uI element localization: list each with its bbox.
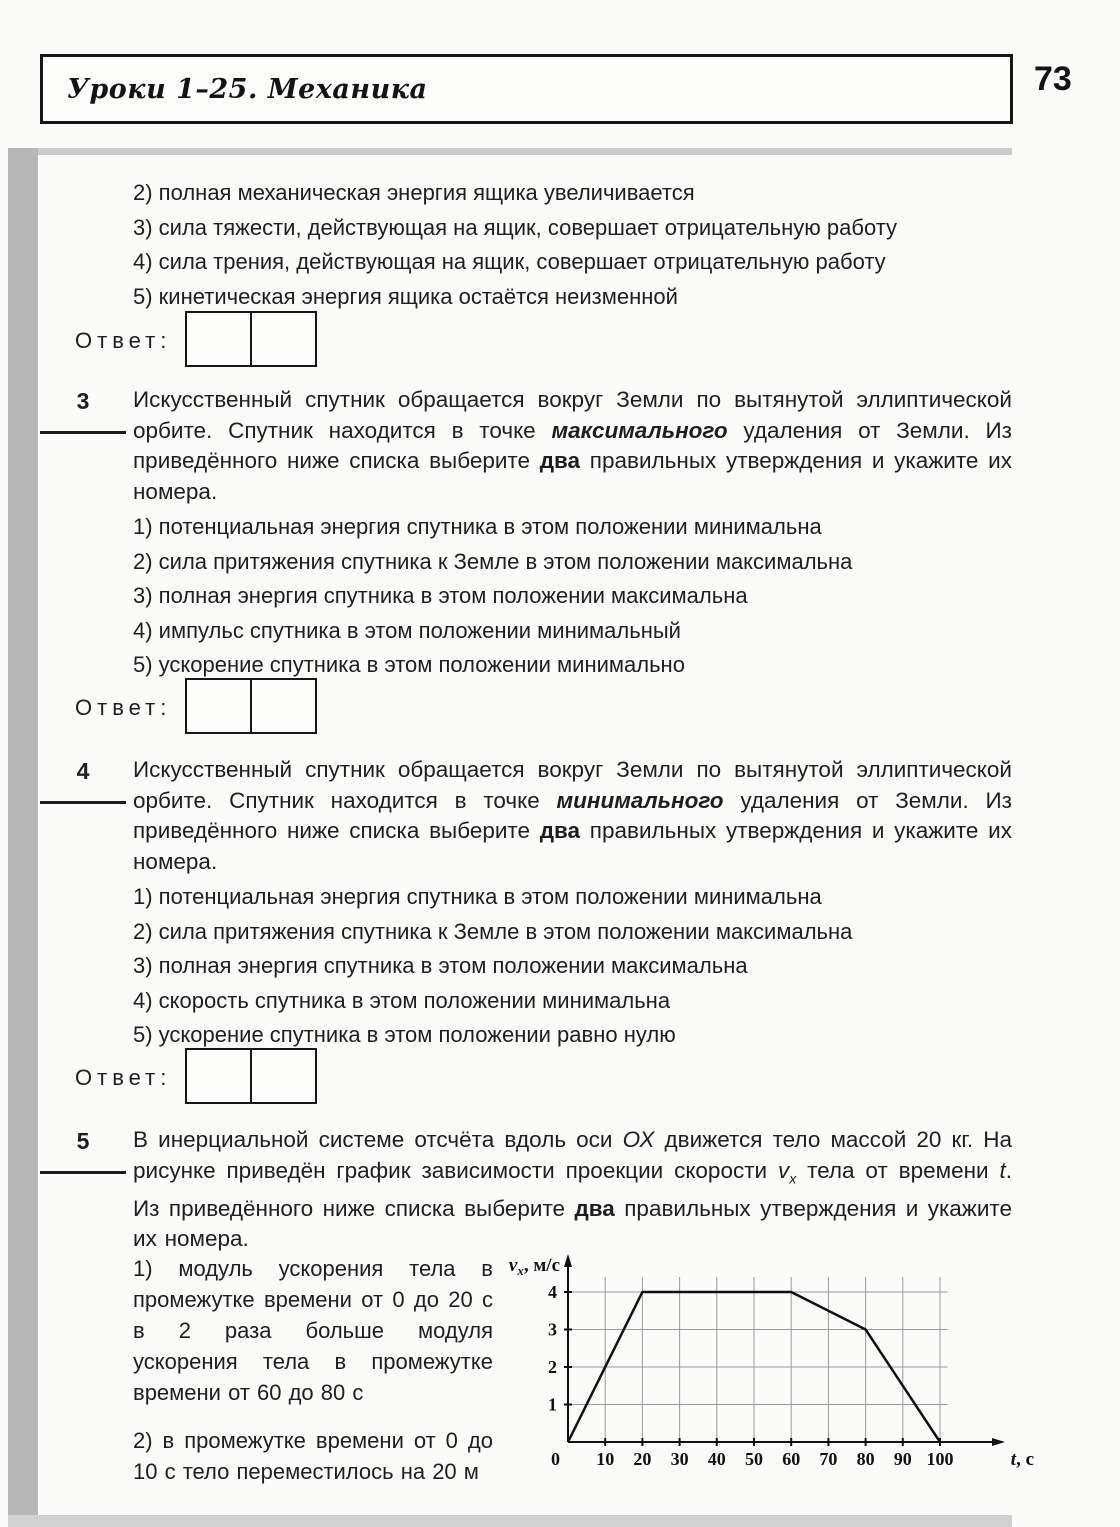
chapter-title: Уроки 1–25. Механика: [67, 73, 428, 105]
answer-cell: [252, 1050, 315, 1102]
answer-box-q2: [185, 311, 317, 367]
question-3-number: 3: [40, 388, 126, 434]
question-5-number: 5: [40, 1128, 126, 1174]
subscript-x: x: [789, 1170, 797, 1186]
option-line: 3) полная энергия спутника в этом положении максимальна: [133, 583, 748, 608]
option-line: 2) полная механическая энергия ящика увеличивается: [133, 180, 695, 205]
question-4-number: 4: [40, 758, 126, 804]
svg-text:100: 100: [926, 1449, 954, 1469]
chart-xlabel: t, с: [1010, 1449, 1034, 1470]
svg-text:90: 90: [893, 1449, 912, 1469]
page-edge-shadow-left: [8, 148, 38, 1527]
svg-text:70: 70: [819, 1449, 838, 1469]
option-line: 2) сила притяжения спутника к Земле в этом положении максимальна: [133, 918, 853, 944]
answer-cell: [252, 680, 315, 732]
question-5-options: [133, 1253, 493, 1487]
svg-text:20: 20: [633, 1449, 652, 1469]
page-edge-shadow-bottom: [8, 1515, 1012, 1527]
svg-text:80: 80: [856, 1449, 875, 1469]
question-5-option-2: 2) в промежутке времени от 0 до 10 с тело переместилось на 20 м: [133, 1428, 493, 1484]
svg-text:60: 60: [782, 1449, 801, 1469]
answer-cell: [252, 313, 315, 365]
answer-label-q2: Ответ:: [75, 328, 172, 353]
chart-ylabel: $v_x$, м/с: [508, 1255, 560, 1278]
question-2-options: [133, 176, 1015, 314]
chart-axes: [564, 1254, 1005, 1446]
option-line: 2) сила притяжения спутника к Земле в этом положении максимальна: [133, 548, 853, 574]
option-line: 4) скорость спутника в этом положении минимальна: [133, 987, 671, 1013]
svg-text:3: 3: [548, 1319, 557, 1340]
question-3-options: [133, 510, 1015, 683]
chart-svg: [500, 1245, 1040, 1485]
svg-text:50: 50: [745, 1449, 763, 1469]
chart-grid: [568, 1277, 947, 1442]
answer-label-q4: Ответ:: [75, 1065, 172, 1090]
option-line: 1) потенциальная энергия спутника в этом положении минимальна: [133, 884, 822, 909]
answer-box-q4: [185, 1048, 317, 1104]
answer-cell: [187, 680, 252, 732]
option-line: 1) потенциальная энергия спутника в этом положении минимальна: [133, 514, 822, 539]
option-line: 4) сила трения, действующая на ящик, совершает отрицательную работу: [133, 249, 886, 274]
svg-text:4: 4: [548, 1282, 557, 1302]
svg-text:30: 30: [670, 1449, 689, 1469]
velocity-time-graph: [500, 1245, 1040, 1485]
option-line: 5) ускорение спутника в этом положении равно нулю: [133, 1022, 676, 1047]
option-line: 3) полная энергия спутника в этом положении максимальна: [133, 953, 748, 978]
option-line: 3) сила тяжести, действующая на ящик, совершает отрицательную работу: [133, 214, 898, 240]
option-line: 5) кинетическая энергия ящика остаётся неизменной: [133, 283, 678, 309]
svg-text:10: 10: [596, 1449, 615, 1469]
svg-text:2: 2: [548, 1357, 557, 1377]
answer-label-q3: Ответ:: [75, 695, 172, 720]
page-edge-shadow-top: [8, 148, 1012, 155]
running-header: [40, 54, 1013, 124]
option-line: 4) импульс спутника в этом положении минимальный: [133, 617, 681, 643]
option-line: 5) ускорение спутника в этом положении минимально: [133, 652, 685, 677]
svg-text:1: 1: [548, 1394, 557, 1415]
question-5-text: В инерциальной системе отсчёта вдоль оси ОХ движется тело массой 20 кг. На рисунке приведён график зависимости проекции скорости $v_x$ тела от времени t. Из приведённого ниже списка выберите два правильных утверждения и укажите их номера.: [133, 1127, 1012, 1251]
question-5-option-1: 1) модуль ускорения тела в промежутке времени от 0 до 20 с в 2 раза больше модуля ускорения тела в промежутке времени от 60 до 80 с: [133, 1256, 493, 1405]
question-4-options: [133, 880, 1015, 1053]
svg-text:0: 0: [551, 1449, 560, 1469]
answer-box-q3: [185, 678, 317, 734]
question-3-text: Искусственный спутник обращается вокруг Земли по вытянутой эллиптической орбите. Спутник находится в точке максимального удаления от Земли. Из приведённого ниже списка выберите два правильных утверждения и укажите их номера.: [133, 387, 1012, 504]
answer-cell: [187, 1050, 252, 1102]
svg-text:40: 40: [707, 1449, 726, 1469]
chart-tick-labels: [548, 1282, 954, 1469]
question-4-text: Искусственный спутник обращается вокруг Земли по вытянутой эллиптической орбите. Спутник находится в точке минимального удаления от Земли. Из приведённого ниже списка выберите два правильных утверждения и укажите их номера.: [133, 757, 1012, 874]
answer-cell: [187, 313, 252, 365]
page-number: 73: [1034, 60, 1072, 98]
